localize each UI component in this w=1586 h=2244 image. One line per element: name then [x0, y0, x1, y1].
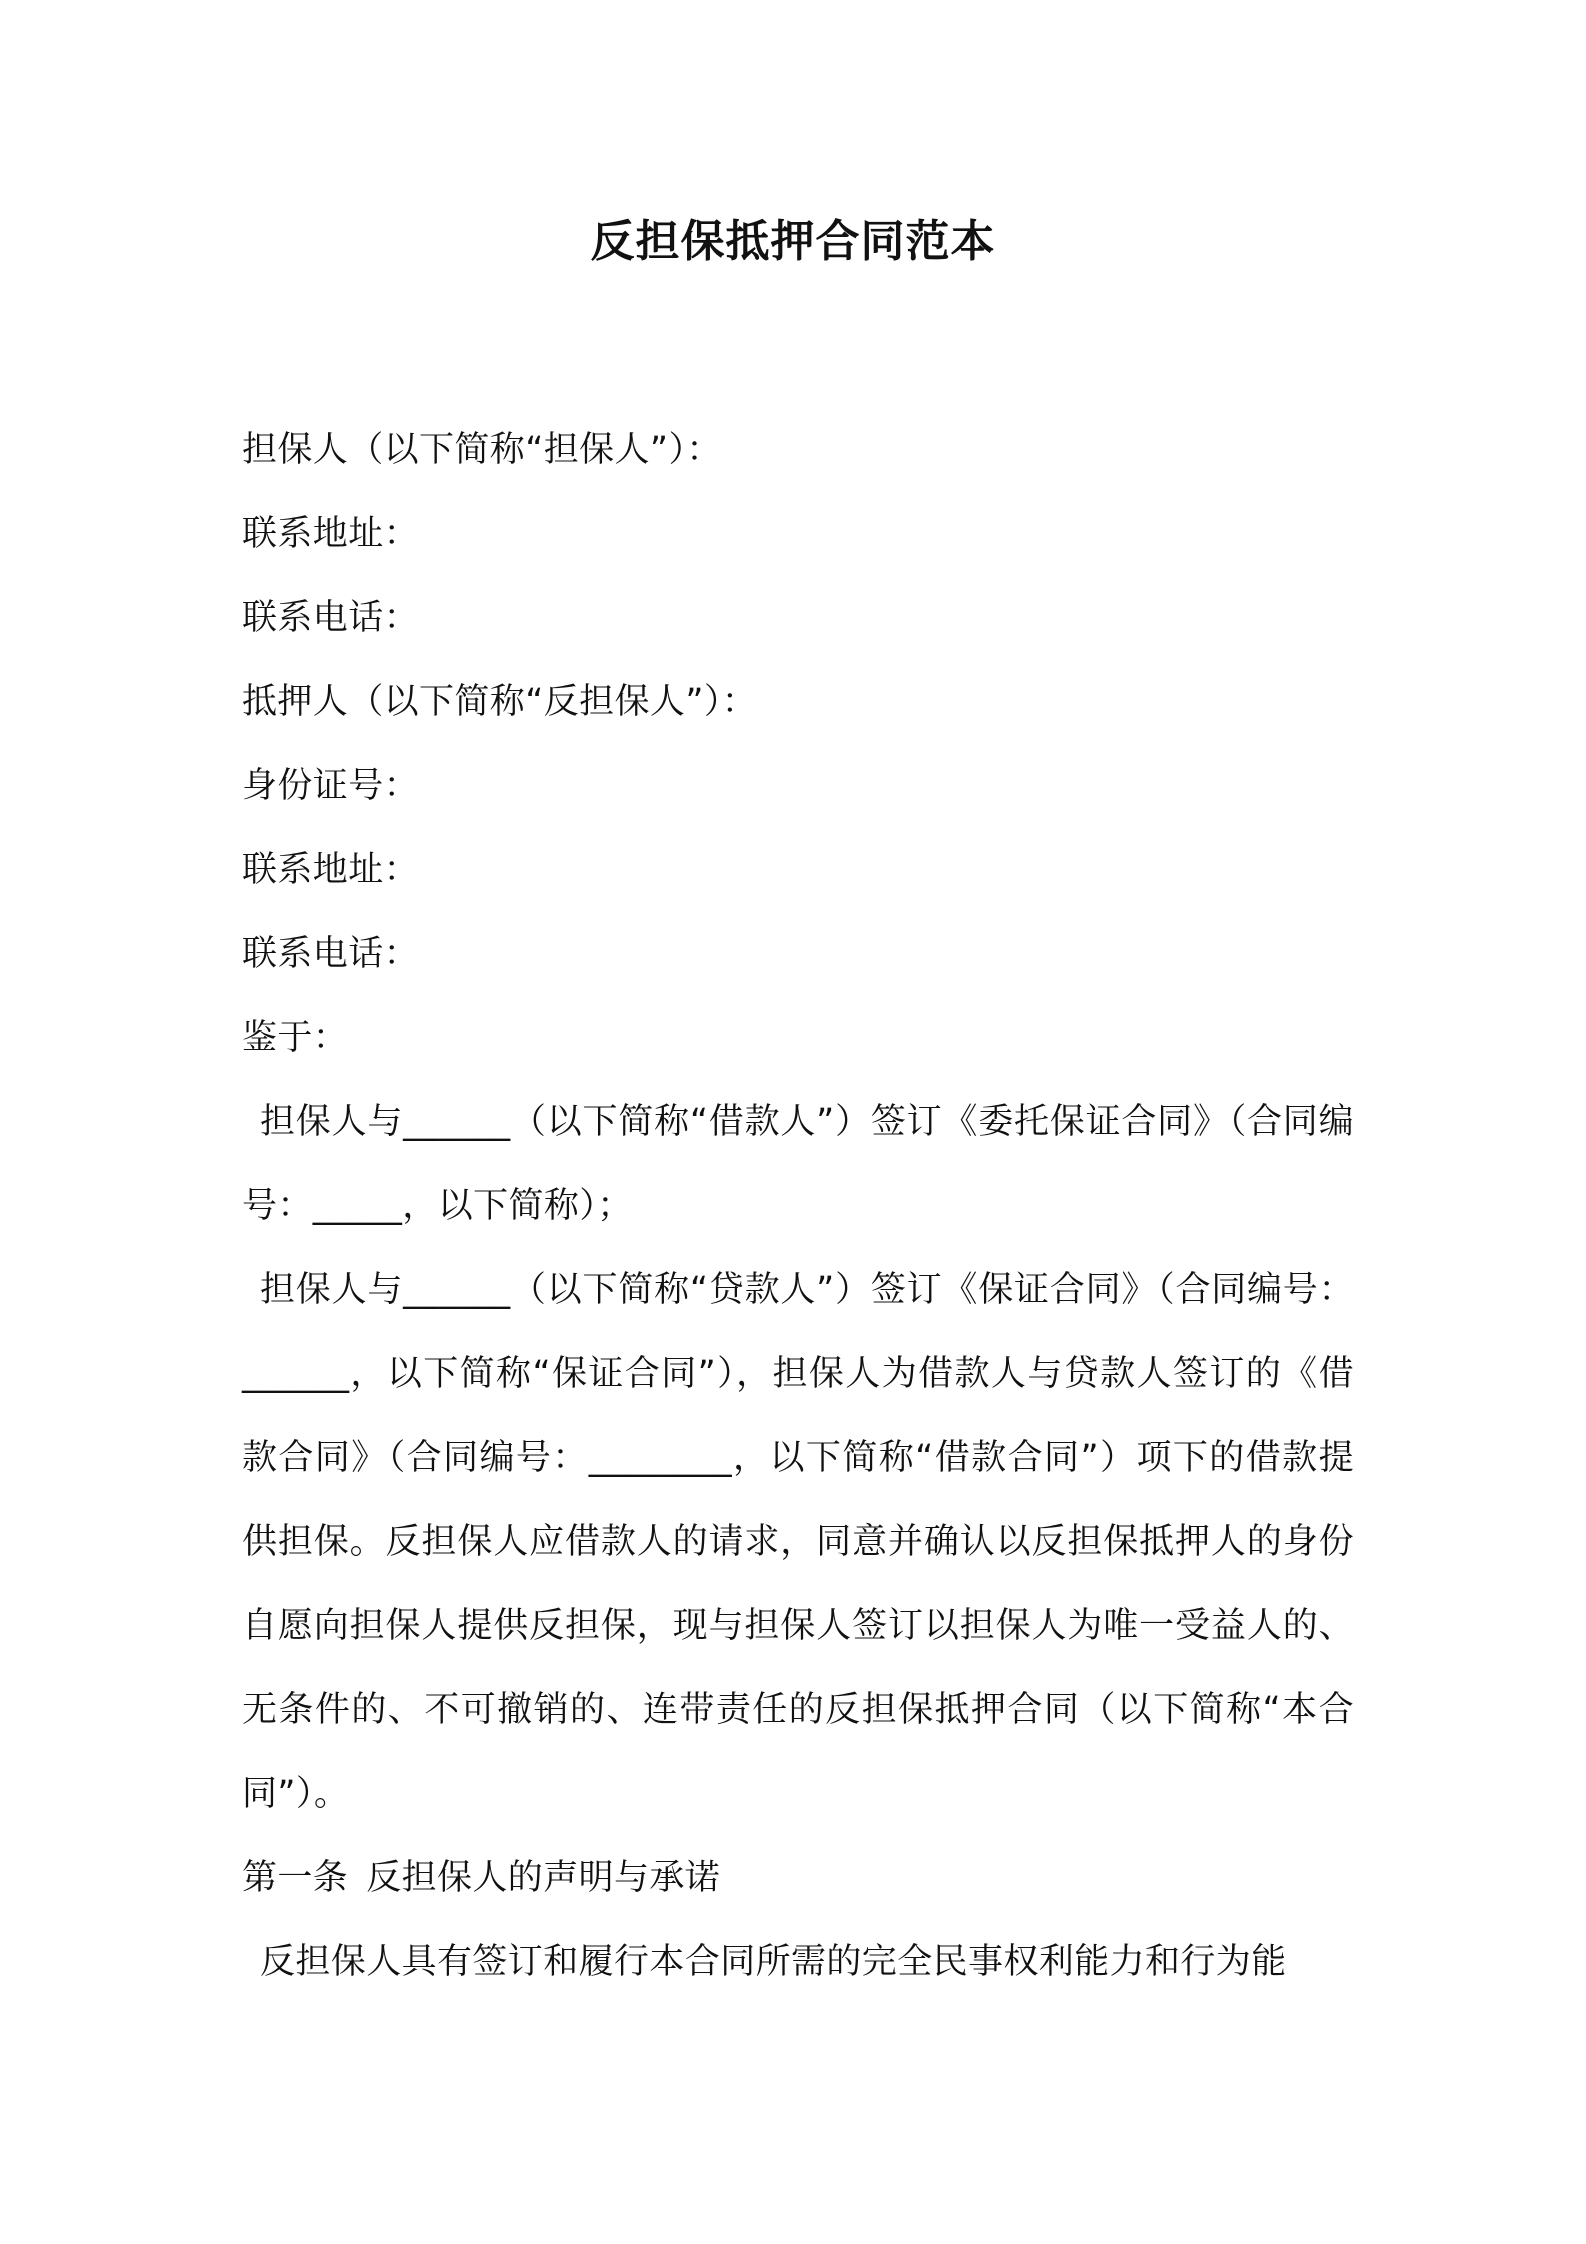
guarantor-address-line: 联系地址：: [242, 514, 420, 554]
article-1-paragraph-1: 反担保人具有签订和履行本合同所需的完全民事权利能力和行为能: [260, 1942, 1287, 1982]
article-1-number: 第一条: [242, 1858, 349, 1898]
article-1-title: 反担保人的声明与承诺: [366, 1858, 721, 1898]
recital-paragraph-1: 担保人与______（以下简称“借款人”）签订《委托保证合同》（合同编号：_____，以下简称）；: [242, 1102, 1354, 1226]
mortgagor-id-line: 身份证号：: [242, 766, 420, 806]
mortgagor-phone-line: 联系电话：: [242, 934, 420, 974]
recital-paragraph-2: 担保人与______（以下简称“贷款人”）签订《保证合同》（合同编号：______，以下简称“保证合同”），担保人为借款人与贷款人签订的《借款合同》（合同编号：________，以下简称“借款合同”）项下的借款提供担保。反担保人应借款人的请求，同意并确认以反担保抵押人的身份自愿向担保人提供反担保，现与担保人签订以担保人为唯一受益人的、无条件的、不可撤销的、连带责任的反担保抵押合同（以下简称“本合同”）。: [242, 1270, 1354, 1814]
document-body: [242, 408, 1354, 2004]
mortgagor-address-line: 联系地址：: [242, 850, 420, 890]
guarantor-line: 担保人（以下简称“担保人”）：: [242, 430, 722, 470]
article-1-heading: [242, 1836, 1354, 1920]
document-title: 反担保抵押合同范本: [590, 216, 996, 267]
recitals-heading: 鉴于：: [242, 1018, 349, 1058]
guarantor-phone-line: 联系电话：: [242, 598, 420, 638]
mortgagor-line: 抵押人（以下简称“反担保人”）：: [242, 682, 758, 722]
